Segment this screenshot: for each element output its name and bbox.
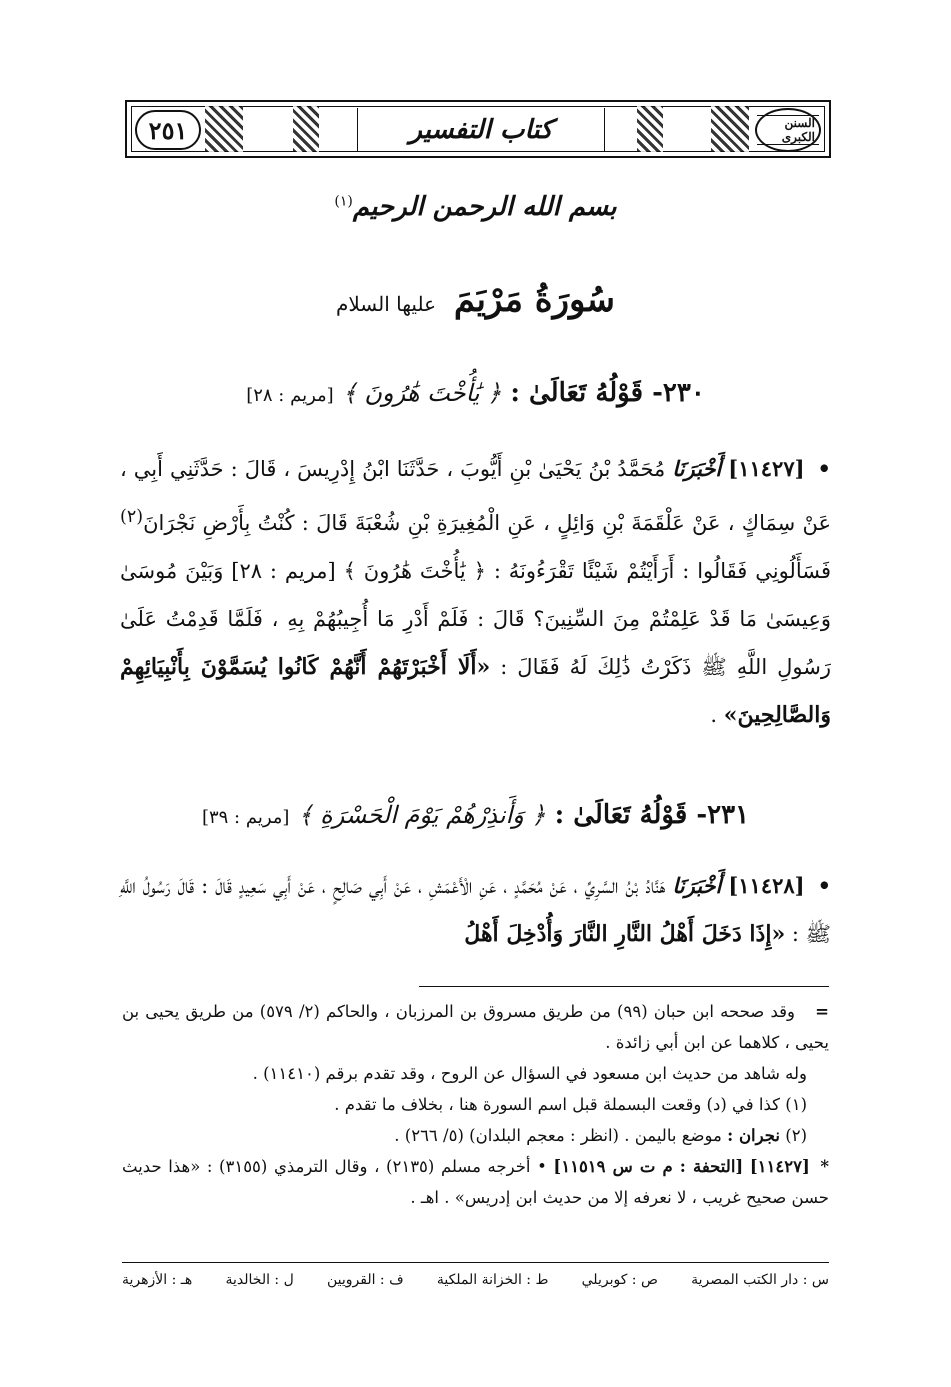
surah-title bbox=[0, 280, 951, 320]
hadith-matn: فَسَأَلُونِي فَقَالُوا : أَرَأَيْتُمْ شَيْئًا تَقْرَءُونَهُ : ﴿ يَٰأُخْتَ هَٰرُونَ ﴾ [مريم : ٢٨] وَبَيْنَ مُوسَىٰ وَعِيسَىٰ مَا قَدْ عَلِمْتُمْ مِنَ السِّنِينَ؟ قَالَ : فَلَمْ أَدْرِ مَا أُجِيبُهُمْ بِهِ ، فَلَمَّا قَدِمْتُ عَلَىٰ رَسُولِ اللَّهِ ﷺ ذَكَرْتُ ذَٰلِكَ لَهُ فَقَالَ : bbox=[120, 559, 831, 679]
ornament-band-icon bbox=[711, 106, 749, 152]
sigla-item: ف : القرويين bbox=[326, 1272, 404, 1288]
akhbarana-word: أَخْبَرَنَا bbox=[672, 873, 722, 898]
sigla-item: هـ : الأزهرية bbox=[122, 1272, 193, 1288]
hadith-11428 bbox=[120, 862, 831, 958]
footnote-text: وله شاهد من حديث ابن مسعود في السؤال عن الروح ، وقد تقدم برقم (١١٤١٠) . bbox=[252, 1064, 807, 1083]
prophet-speech: «أَلَا أَخْبَرْتَهُمْ أَنَّهُمْ كَانُوا يُسَمَّوْنَ بِأَنْبِيَائِهِمْ وَالصَّالِحِينَ» bbox=[120, 654, 831, 728]
footnote-text: موضع باليمن . (انظر : معجم البلدان) (٥/ ٢٦٦) . bbox=[394, 1126, 722, 1145]
continuation-mark: = bbox=[815, 1002, 829, 1021]
section-label: ٢٣١- قَوْلُهُ تَعَالَىٰ : bbox=[554, 800, 750, 830]
basmala-text: بسم الله الرحمن الرحيم bbox=[352, 192, 617, 222]
running-header bbox=[125, 100, 831, 158]
seal-text: السنن الكبرى bbox=[757, 115, 819, 145]
footnote-1: (١) كذا في (د) وقعت البسملة قبل اسم السورة هنا ، بخلاف ما تقدم . bbox=[334, 1095, 807, 1114]
verse-reference: [مريم : ٣٩] bbox=[201, 807, 290, 828]
footnote-2 bbox=[122, 1120, 829, 1151]
footnote-divider bbox=[419, 986, 829, 987]
hadith-isnad: هَنَّادُ بْنُ السَّرِيِّ ، عَنْ مُحَمَّدٍ ، عَنِ الْأَعْمَشِ ، عَنْ أَبِي صَالِحٍ ، عَنْ أَبِي سَعِيدٍ قَالَ : قَالَ رَسُولُ اللَّهِ ﷺ : bbox=[120, 874, 831, 946]
footnote-text: وقد صححه ابن حبان (٩٩) من طريق مسروق بن المرزبان ، والحاكم (٢/ ٥٧٩) من طريق يحيى بن يحيى ، كلاهما عن ابن أبي زائدة . bbox=[122, 1002, 829, 1052]
footnote-mark: (٢) bbox=[785, 1126, 807, 1145]
hadith-bullet: • bbox=[817, 873, 831, 898]
footnote-continued bbox=[122, 996, 829, 1058]
basmala bbox=[0, 192, 951, 222]
book-seal-icon bbox=[755, 108, 821, 152]
footnotes bbox=[122, 996, 829, 1213]
prophet-speech: «إِذَا دَخَلَ أَهْلُ النَّارِ النَّارَ وَأُدْخِلَ أَهْلُ bbox=[464, 921, 786, 947]
page-number: ٢٥١ bbox=[135, 110, 201, 150]
footnote-mark: (١) bbox=[334, 193, 353, 210]
sentence-end: . bbox=[710, 703, 718, 727]
sigla-item: ص : كوبريلي bbox=[581, 1272, 658, 1288]
surah-name: سُورَةُ مَرْيَمَ bbox=[453, 280, 616, 320]
section-heading-231 bbox=[80, 800, 871, 830]
takhrij-number: [١١٤٢٧] bbox=[749, 1157, 810, 1176]
hadith-number: [١١٤٢٧] bbox=[728, 456, 805, 481]
takhrij-text: • أخرجه مسلم (٢١٣٥) ، وقال الترمذي (٣١٥٥) : «هذا حديث حسن صحيح غريب ، لا نعرفه إلا من حديث ابن إدريس» . اهـ . bbox=[122, 1157, 829, 1207]
verse-quote: ﴿ يَٰأُخْتَ هَٰرُونَ ﴾ bbox=[342, 379, 502, 407]
sigla-divider bbox=[122, 1262, 829, 1263]
hadith-bullet: • bbox=[817, 456, 831, 481]
hadith-11427 bbox=[120, 445, 831, 739]
footnote-takhrij bbox=[122, 1151, 829, 1213]
surah-honorific: عليها السلام bbox=[335, 292, 437, 316]
sigla-item: ط : الخزانة الملكية bbox=[436, 1272, 549, 1288]
ornament-band-icon bbox=[637, 106, 663, 152]
ornament-band-icon bbox=[293, 106, 319, 152]
verse-reference: [مريم : ٢٨] bbox=[246, 385, 334, 406]
section-label: ٢٣٠- قَوْلُهُ تَعَالَىٰ : bbox=[510, 378, 705, 408]
footnote-mark: (٢) bbox=[120, 507, 144, 527]
hadith-number: [١١٤٢٨] bbox=[728, 873, 805, 898]
verse-quote: ﴿ وَأَنذِرْهُمْ يَوْمَ الْحَسْرَةِ ﴾ bbox=[298, 801, 546, 829]
manuscript-sigla bbox=[122, 1268, 829, 1292]
book-title: كتاب التفسير bbox=[357, 108, 605, 152]
footnote-term: نجران : bbox=[727, 1126, 780, 1145]
tuhfa-reference: [التحفة : م ت س ١١٥١٩] bbox=[553, 1157, 744, 1176]
akhbarana-word: أَخْبَرَنَا bbox=[672, 456, 722, 481]
sigla-item: ل : الخالدية bbox=[225, 1272, 294, 1288]
hadith-isnad: مُحَمَّدُ بْنُ يَحْيَىٰ بْنِ أَيُّوبَ ، حَدَّثَنَا ابْنُ إِدْرِيسَ ، قَالَ : حَدَّثَنِي أَبِي ، عَنْ سِمَاكٍ ، عَنْ عَلْقَمَةَ بْنِ وَائِلٍ ، عَنِ الْمُغِيرَةِ بْنِ شُعْبَةَ قَالَ : كُنْتُ بِأَرْضِ نَجْرَانَ bbox=[120, 457, 831, 535]
asterisk-mark: * bbox=[820, 1157, 829, 1176]
ornament-band-icon bbox=[205, 106, 243, 152]
section-heading-230 bbox=[80, 378, 871, 408]
sigla-item: س : دار الكتب المصرية bbox=[691, 1272, 829, 1288]
